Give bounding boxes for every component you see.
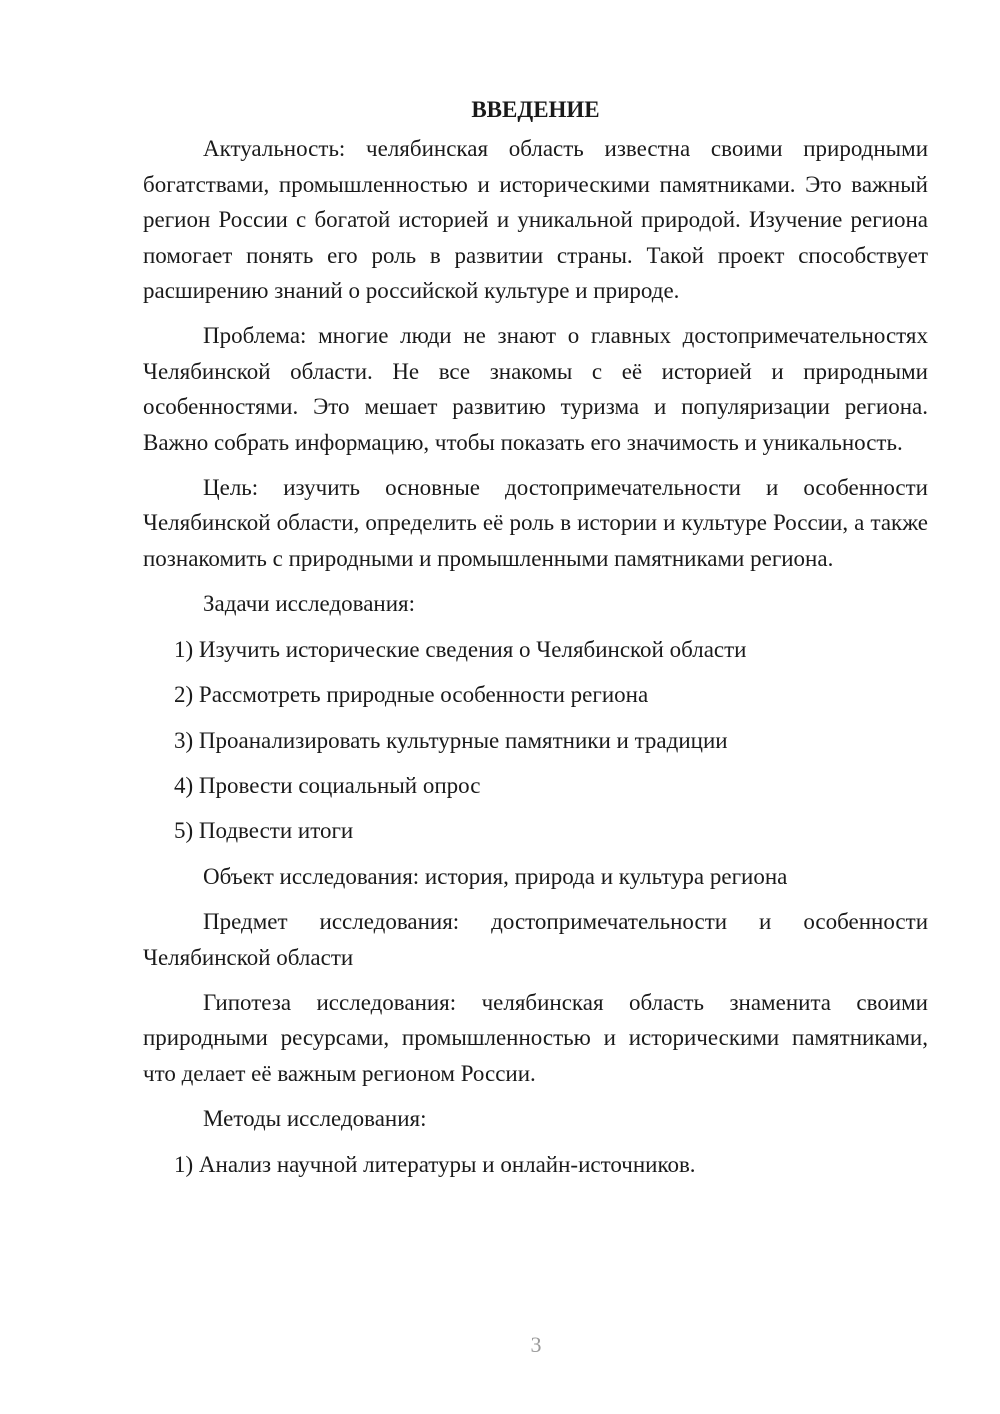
- paragraph-relevance: Актуальность: челябинская область известна своими природными богатствами, промышленностью и историческими памятниками. Это важный регион России с богатой историей и уникальной природой. Изучение региона помогает понять его роль в развитии страны. Такой проект способствует расширению знаний о российской культуре и природе.: [143, 136, 928, 304]
- task-item: 2) Рассмотреть природные особенности региона: [174, 682, 649, 708]
- paragraph-subject: Предмет исследования: достопримечательности и особенности Челябинской области: [143, 909, 928, 970]
- tasks-list: [143, 632, 928, 849]
- methods-list: [143, 1147, 928, 1182]
- task-item: 3) Проанализировать культурные памятники и традиции: [174, 727, 728, 753]
- page-number: 3: [530, 1332, 542, 1357]
- paragraph-problem: Проблема: многие люди не знают о главных достопримечательностях Челябинской области. Не все знакомы с её историей и природными особенностями. Это мешает развитию туризма и популяризации региона. Важно собрать информацию, чтобы показать его значимость и уникальность.: [143, 323, 928, 455]
- method-item: 1) Анализ научной литературы и онлайн-источников.: [174, 1151, 696, 1177]
- methods-heading: Методы исследования:: [203, 1106, 427, 1132]
- paragraph-object: Объект исследования: история, природа и культура региона: [203, 863, 788, 889]
- task-item: 4) Провести социальный опрос: [174, 772, 481, 798]
- section-title: ВВЕДЕНИЕ: [471, 97, 600, 122]
- paragraph-goal: Цель: изучить основные достопримечательности и особенности Челябинской области, определить её роль в истории и культуре России, а также познакомить с природными и промышленными памятниками региона.: [143, 475, 928, 571]
- document-page: [143, 92, 928, 1182]
- tasks-heading: Задачи исследования:: [203, 591, 416, 617]
- task-item: 1) Изучить исторические сведения о Челябинской области: [174, 636, 747, 662]
- task-item: 5) Подвести итоги: [174, 818, 354, 844]
- paragraph-hypothesis: Гипотеза исследования: челябинская область знаменита своими природными ресурсами, промышленностью и историческими памятниками, что делает её важным регионом России.: [143, 989, 928, 1086]
